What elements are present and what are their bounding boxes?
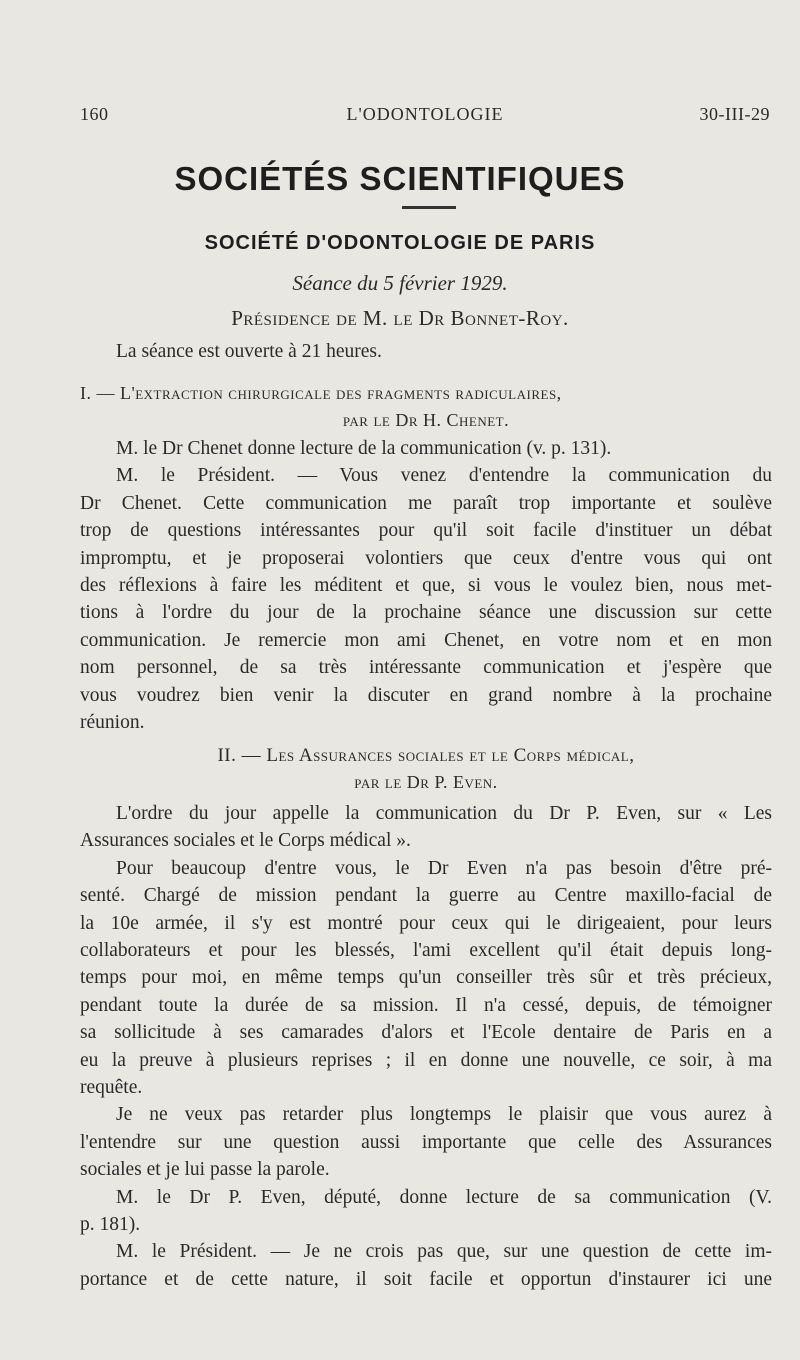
paragraph-line: sa sollicitude à ses camarades d'alors et l'Ecole dentaire de Paris en a xyxy=(80,1022,772,1044)
part1-heading xyxy=(80,380,772,435)
paragraph-line: impromptu, et je proposerai volontiers que ceux d'entre vous qui ont xyxy=(80,547,772,569)
section-title: SOCIÉTÉS SCIENTIFIQUES xyxy=(174,160,626,197)
paragraph-line: vous voudrez bien venir la discuter en grand nombre à la prochaine xyxy=(80,684,772,706)
page-number: 160 xyxy=(80,104,109,124)
paragraph-line: eu la preuve à plusieurs reprises ; il en donne une nouvelle, ce soir, à ma xyxy=(80,1049,772,1071)
paragraph-line: M. le Dr P. Even, député, donne lecture de sa communication (V. xyxy=(116,1186,772,1208)
paragraph-line: collaborateurs et pour les blessés, l'ami excellent qu'il était depuis long- xyxy=(80,939,772,961)
society-title: SOCIÉTÉ D'ODONTOLOGIE DE PARIS xyxy=(204,232,596,254)
paragraph-line: senté. Chargé de mission pendant la guerre au Centre maxillo-facial de xyxy=(80,885,772,907)
journal-title: L'ODONTOLOGIE xyxy=(346,104,504,124)
paragraph-line: Dr Chenet. Cette communication me paraît trop importante et soulève xyxy=(80,492,772,514)
paragraph-line: L'ordre du jour appelle la communication du Dr P. Even, sur « Les xyxy=(116,803,772,824)
paragraph-line: sociales et je lui passe la parole. xyxy=(80,1159,330,1181)
presidence-line: Présidence de M. le Dr Bonnet-Roy. xyxy=(231,306,569,330)
paragraph-line: M. le Dr Chenet donne lecture de la communication (v. p. 131). xyxy=(116,438,612,459)
opening-line: La séance est ouverte à 21 heures. xyxy=(116,341,382,362)
part2-heading xyxy=(80,742,772,797)
paragraph-line: Assurances sociales et le Corps médical ». xyxy=(80,830,411,852)
part2-body xyxy=(80,800,772,1293)
paragraph-line: communication. Je remercie mon ami Chenet, en votre nom et en mon xyxy=(80,629,772,651)
title-rule xyxy=(402,206,456,209)
paragraph-line: tions à l'ordre du jour de la prochaine séance une discussion sur cette xyxy=(80,602,772,624)
paragraph-line: requête. xyxy=(80,1076,143,1098)
part1-body xyxy=(80,435,772,736)
session-date: Séance du 5 février 1929. xyxy=(292,271,508,295)
part2-heading-line2: par le Dr P. Even. xyxy=(354,772,498,793)
part1-heading-line1: I. — L'extraction chirurgicale des fragments radiculaires, xyxy=(80,383,562,403)
paragraph-line: Pour beaucoup d'entre vous, le Dr Even n'a pas besoin d'être pré- xyxy=(116,857,772,879)
paragraph-line: p. 181). xyxy=(80,1213,141,1235)
paragraph-line: M. le Président. — Je ne crois pas que, sur une question de cette im- xyxy=(116,1241,772,1263)
running-head xyxy=(80,104,770,134)
paragraph-line: trop de questions intéressantes pour qu'il soit facile d'instituer un débat xyxy=(80,520,772,542)
part2-heading-line1: II. — Les Assurances sociales et le Corps médical, xyxy=(217,745,635,766)
paragraph-line: Je ne veux pas retarder plus longtemps le plaisir que vous aurez à xyxy=(116,1104,772,1126)
paragraph-line: M. le Président. — Vous venez d'entendre la communication du xyxy=(116,465,772,487)
paragraph-line: réunion. xyxy=(80,711,145,733)
paragraph-line: l'entendre sur une question aussi importante que celle des Assurances xyxy=(80,1131,772,1153)
paragraph-line: portance et de cette nature, il soit facile et opportun d'instaurer ici une xyxy=(80,1268,772,1290)
opening-line-block xyxy=(80,338,772,365)
paragraph-line: nom personnel, de sa très intéressante communication et j'espère que xyxy=(80,657,772,679)
paragraph-line: la 10e armée, il s'y est montré pour ceux qui le dirigeaient, pour leurs xyxy=(80,912,772,934)
issue-date: 30-III-29 xyxy=(699,104,770,124)
paragraph-line: temps pour moi, en même temps qu'un conseiller très sûr et très précieux, xyxy=(80,967,772,989)
part1-heading-line2: par le Dr H. Chenet. xyxy=(342,410,510,431)
paragraph-line: pendant toute la durée de sa mission. Il n'a cessé, depuis, de témoigner xyxy=(80,994,772,1016)
paragraph-line: des réflexions à faire les méditent et que, si vous le voulez bien, nous met- xyxy=(80,574,772,596)
